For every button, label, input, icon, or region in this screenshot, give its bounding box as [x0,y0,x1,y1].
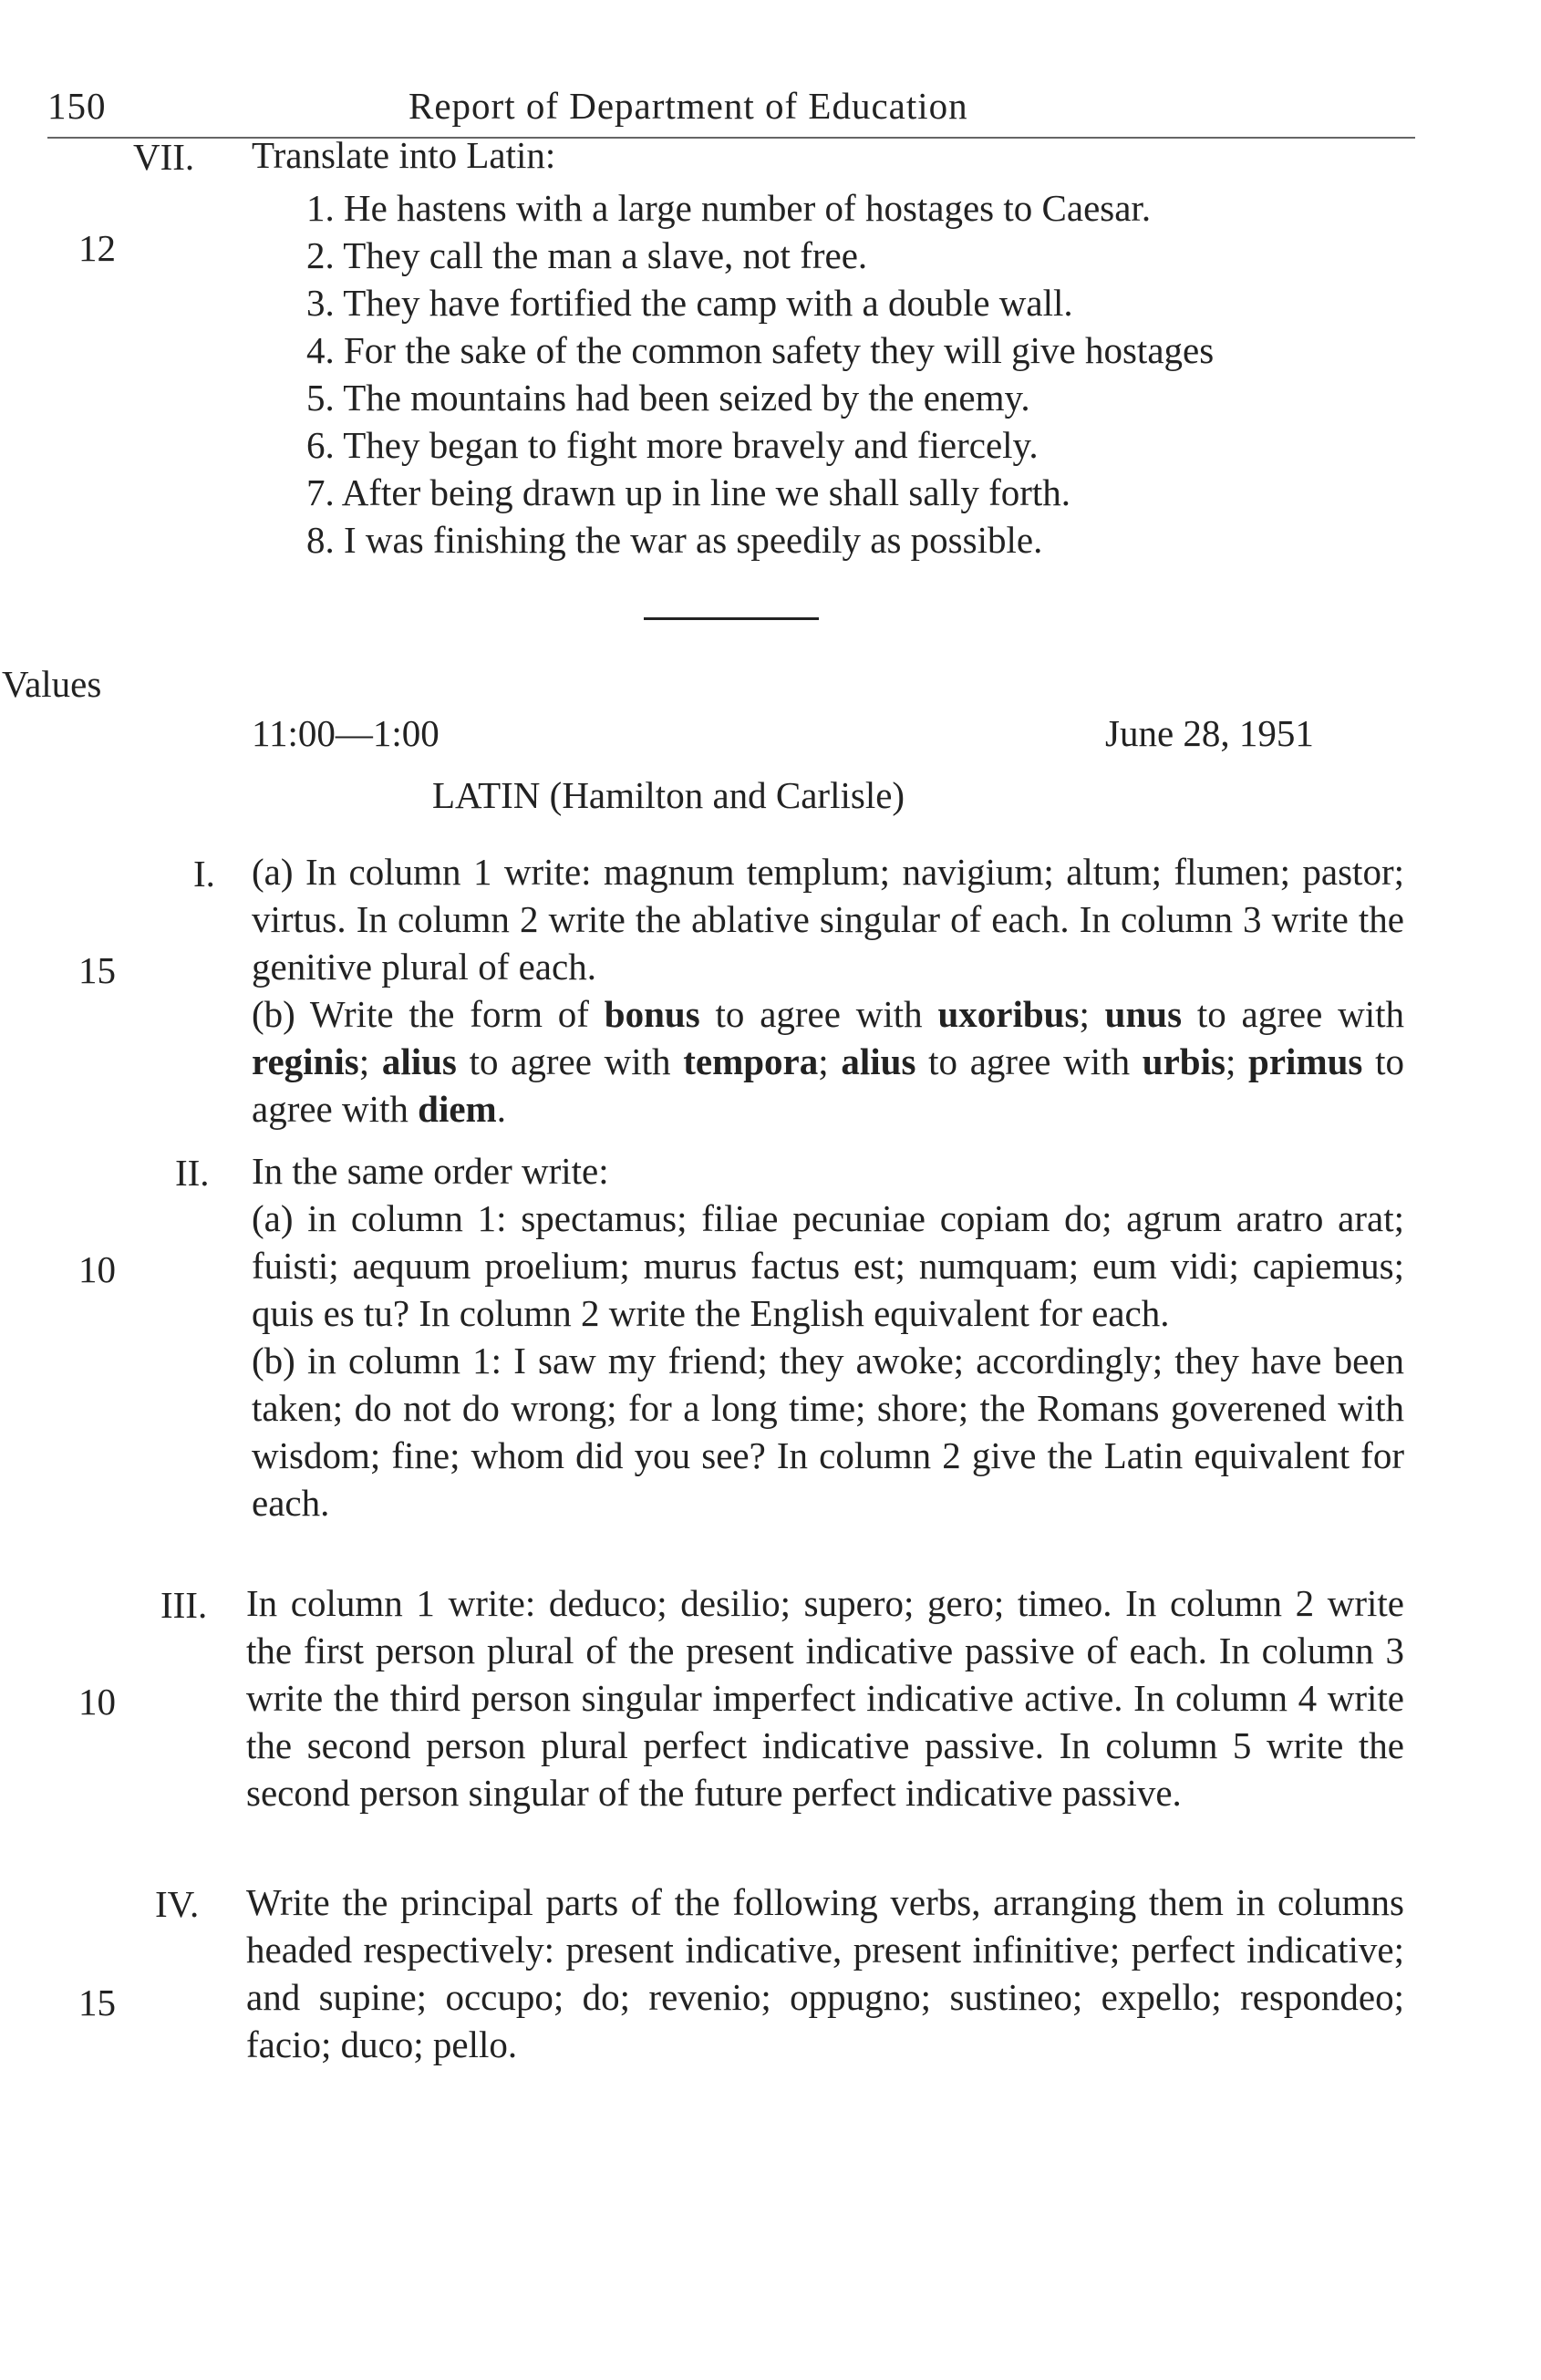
exam-time: 11:00—1:00 [252,712,440,754]
question-4-text: Write the principal parts of the following verbs, arranging them in columns headed respectively: present indicative, present infinitive; perfect indicative; and supine; occupo; do; revenio; oppugno; sustineo; expello; respondeo; facio; duco; pello. [246,1881,1404,2065]
question-3-body [246,1579,1404,1816]
translation-item: 2. They call the man a slave, not free. [306,234,868,276]
translation-item: 8. I was finishing the war as speedily as possible. [306,519,1043,561]
translation-item: 7. After being drawn up in line we shall sally forth. [306,471,1071,513]
question-2-intro: In the same order write: [252,1150,609,1192]
question-1-value: 15 [78,949,116,991]
question-2-value: 10 [78,1248,116,1290]
translation-list [306,184,1455,564]
page-number: 150 [47,85,107,127]
section-vii-roman: VII. [133,136,195,178]
question-2-body [252,1147,1404,1526]
question-3-roman: III. [160,1584,208,1626]
running-head [47,84,1397,139]
exam-title: LATIN (Hamilton and Carlisle) [432,774,905,816]
translation-item: 3. They have fortified the camp with a double wall. [306,282,1073,324]
question-4-value: 15 [78,1982,116,2023]
translation-item: 4. For the sake of the common safety they will give hostages [306,329,1215,371]
question-1-roman: I. [193,853,215,895]
translation-item: 1. He hastens with a large number of hostages to Caesar. [306,187,1152,229]
section-separator [644,617,819,620]
question-4-body [246,1878,1404,2068]
question-4-roman: IV. [155,1883,200,1925]
question-2-roman: II. [175,1152,210,1194]
question-2-part-b: (b) in column 1: I saw my friend; they awoke; accordingly; they have been taken; do not do wrong; for a long time; shore; the Romans goverened with wisdom; fine; whom did you see? In column 2 give the Latin equivalent for each. [252,1340,1404,1524]
running-title: Report of Department of Education [409,85,968,127]
translation-item: 5. The mountains had been seized by the enemy. [306,377,1030,419]
question-1-part-b: (b) Write the form of bonus to agree with uxoribus; unus to agree with reginis; alius to agree with tempora; alius to agree with urbis; primus to agree with diem. [252,993,1405,1130]
question-3-value: 10 [78,1681,116,1723]
question-3-text: In column 1 write: deduco; desilio; supero; gero; timeo. In column 2 write the first person plural of the present indicative passive of each. In column 3 write the third person singular imperfect indicative active. In column 4 write the second person plural perfect indicative passive. In column 5 write the second person singular of the future perfect indicative passive. [246,1582,1404,1814]
section-vii-value: 12 [78,227,116,269]
exam-date: June 28, 1951 [1105,712,1314,754]
section-vii-heading: Translate into Latin: [252,134,556,176]
question-1-part-a: (a) In column 1 write: magnum templum; navigium; altum; flumen; pastor; virtus. In column 2 write the ablative singular of each. In column 3 write the genitive plural of each. [252,851,1404,988]
translation-item: 6. They began to fight more bravely and fiercely. [306,424,1039,466]
question-2-part-a: (a) in column 1: spectamus; filiae pecuniae copiam do; agrum aratro arat; fuisti; aequum proelium; murus factus est; numquam; eum vidi; capiemus; quis es tu? In column 2 write the English equivalent for each. [252,1197,1404,1334]
values-label: Values [2,663,102,705]
question-1-body [252,848,1404,1133]
